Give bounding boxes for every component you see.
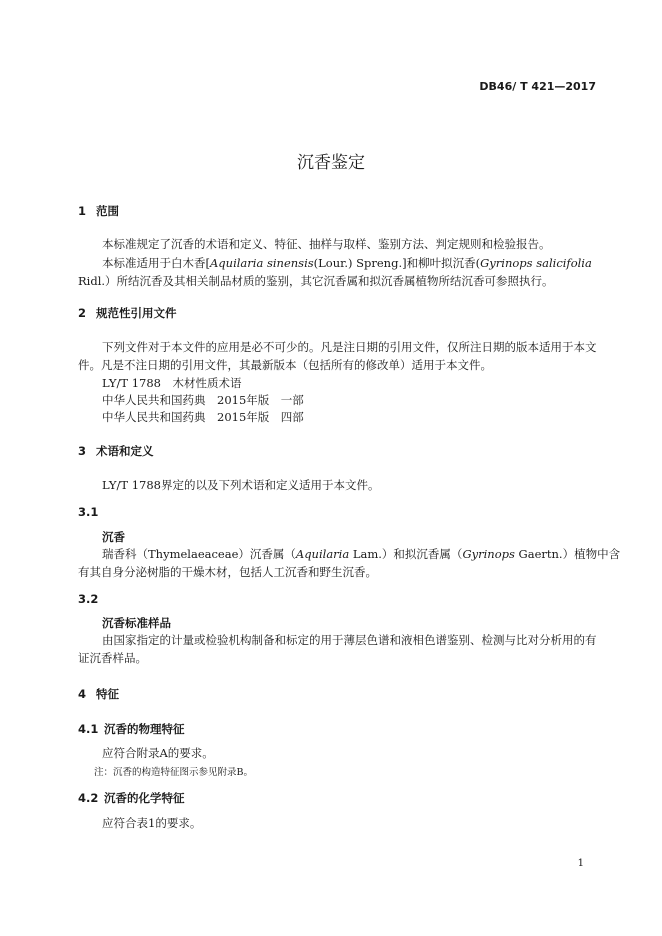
term-3-2-definition-line-2: 证沉香样品。: [78, 651, 147, 665]
physical-features-text: 应符合附录A的要求。: [102, 746, 214, 760]
section-number: 1: [78, 204, 87, 218]
physical-features-note: 注：沉香的构造特征图示参见附录B。: [94, 767, 253, 778]
section-3-heading: [78, 443, 154, 459]
subsection-title: 沉香的物理特征: [104, 722, 185, 736]
standard-number: DB46/ T 421—2017: [479, 80, 596, 93]
section-number: 4: [78, 687, 87, 701]
subsection-number: 4.1: [78, 722, 99, 736]
section-1-heading: [78, 203, 119, 219]
term-3-1-number: 3.1: [78, 505, 99, 519]
species-name: Gyrinops salicifolia: [480, 256, 592, 270]
references-paragraph-line-2: 件。凡是不注日期的引用文件，其最新版本（包括所有的修改单）适用于本文件。: [78, 358, 492, 372]
section-2-heading: [78, 305, 177, 321]
page-number: 1: [577, 858, 584, 869]
reference-item: 中华人民共和国药典 2015年版 四部: [102, 410, 304, 424]
scope-paragraph-2-line-2: Ridl.）所结沉香及其相关制品材质的鉴别，其它沉香属和拟沉香属植物所结沉香可参照执行。: [78, 274, 554, 288]
genus-name: Gyrinops: [462, 547, 515, 561]
references-paragraph-line-1: 下列文件对于本文件的应用是必不可少的。凡是注日期的引用文件，仅所注日期的版本适用于本文: [102, 340, 597, 354]
reference-item: LY/T 1788 木材性质术语: [102, 376, 242, 390]
text-span: (Lour.) Spreng.]和柳叶拟沉香(: [313, 256, 481, 270]
text-span: 瑞香科（Thymelaeaceae）沉香属（: [102, 547, 296, 561]
subsection-number: 4.2: [78, 791, 99, 805]
species-name: Aquilaria sinensis: [210, 256, 314, 270]
section-title: 规范性引用文件: [96, 306, 177, 320]
subsection-4-2-heading: [78, 790, 185, 806]
term-3-1-definition-line-2: 有其自身分泌树脂的干燥木材，包括人工沉香和野生沉香。: [78, 565, 377, 579]
section-4-heading: [78, 686, 119, 702]
scope-paragraph-1: 本标准规定了沉香的术语和定义、特征、抽样与取样、鉴别方法、判定规则和检验报告。: [102, 237, 551, 251]
text-span: Lam.）和拟沉香属（: [349, 547, 463, 561]
text-span: Gaertn.）植物中含: [514, 547, 621, 561]
subsection-4-1-heading: [78, 721, 185, 737]
text-span: 本标准适用于白木香[: [102, 256, 210, 270]
scope-paragraph-2-line-1: [102, 255, 592, 271]
subsection-title: 沉香的化学特征: [104, 791, 185, 805]
section-number: 2: [78, 306, 87, 320]
document-title: 沉香鉴定: [297, 153, 365, 173]
reference-item: 中华人民共和国药典 2015年版 一部: [102, 393, 304, 407]
section-title: 术语和定义: [96, 444, 154, 458]
genus-name: Aquilaria: [295, 547, 350, 561]
term-3-2-number: 3.2: [78, 592, 99, 606]
term-3-2-definition-line-1: 由国家指定的计量或检验机构制备和标定的用于薄层色谱和液相色谱鉴别、检测与比对分析用的有: [102, 633, 597, 647]
term-3-1-name: 沉香: [102, 530, 125, 544]
section-title: 特征: [96, 687, 119, 701]
section-number: 3: [78, 444, 87, 458]
term-3-1-definition-line-1: [102, 546, 620, 562]
term-3-2-name: 沉香标准样品: [102, 616, 171, 630]
chemical-features-text: 应符合表1的要求。: [102, 816, 202, 830]
terms-intro: LY/T 1788界定的以及下列术语和定义适用于本文件。: [102, 478, 380, 492]
section-title: 范围: [96, 204, 119, 218]
